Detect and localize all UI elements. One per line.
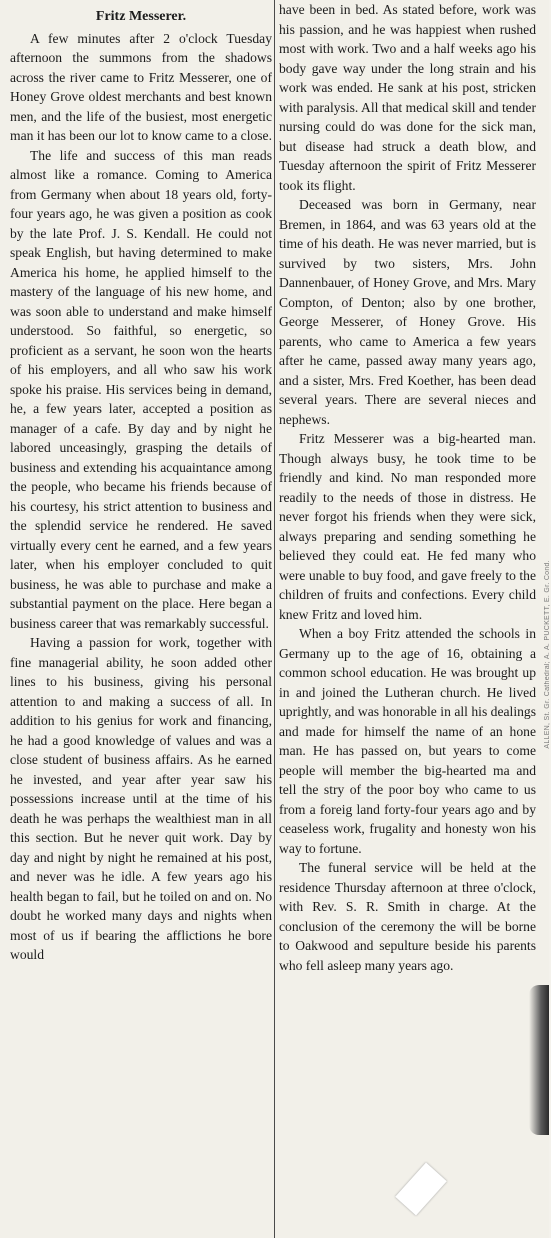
column-divider [274, 0, 275, 1238]
paragraph-continuation: have been in bed. As stated before, work was his passion, and he was happiest when rushed most with work. Two and a half weeks ago his body gave way under the long strain and his work was ended. He sank at his post, stricken with paralysis. All that medical skill and tender nursing could do was done for the sick man, but disease had struck a death blow, and Tuesday afternoon the spirit of Fritz Messerer took its flight. [279, 2, 536, 193]
paper-tear [395, 1163, 447, 1216]
article-title: Fritz Messerer. [95, 9, 187, 24]
right-column [279, 0, 536, 975]
paragraph-funeral: The funeral service will be held at the residence Thursday afternoon at three o'clock, with Rev. S. R. Smith in charge. At the conclusion of the ceremony the will be borne to Oakwood and sepulture beside his parents who fell asleep many years ago. [279, 860, 536, 973]
paragraph-passion-for-work: Having a passion for work, together with fine managerial ability, he soon added other lines to his business, giving his personal attention to and making a success of all. In addition to his genius for work and financing, he had a good knowledge of values and was a close student of business affairs. As he earned he invested, and year after year saw his possessions increase until at the time of his death he was perhaps the wealthiest man in all this section. But he never quit work. Day by day and night by night he remained at his post, and never was he idle. A few years ago his health began to fail, but he toiled on and on. No doubt he worked many days and nights when most of us if bearing the afflictions he bore would [10, 635, 272, 962]
paragraph-boyhood: When a boy Fritz attended the schools in Germany up to the age of 16, obtaining a common school education. He was brought up in and joined the Lutheran church. He lived uprightly, and was honorable in all his dealings and made for himself the name of an hone man. He has passed on, but years to come people will member the big-hearted ma and tell the stry of the poor boy who came to us from a foreig land forty-four years ago and by ceaseless work, frugality and honesty won his way to fortune. [279, 626, 536, 856]
paragraph-big-hearted: Fritz Messerer was a big-hearted man. Though always busy, he took time to be friendly and kind. No man responded more readily to the needs of those in distress. He never forgot his friends when they were sick, always preparing and sending something he believed they could eat. He fed many who were unable to buy food, and gave freely to the children of fruits and confections. Every child knew Fritz and loved him. [279, 431, 536, 622]
paragraph-opening: A few minutes after 2 o'clock Tuesday afternoon the summons from the shadows across the river came to Fritz Messerer, one of Honey Grove oldest merchants and best known men, and the life of the busiest, most energetic man it has been our lot to know came to a close. [10, 30, 272, 143]
edge-note: ALLEN, St. Gr. Cathedral; A. A. PUCKETT, E. Gr. Cond. [544, 560, 551, 749]
paragraph-survivors: Deceased was born in Germany, near Bremen, in 1864, and was 63 years old at the time of his death. He was never married, but is survived by two sisters, Mrs. John Dannenbauer, of Honey Grove, and Mrs. Mary Compton, of Denton; also by one brother, George Messerer, of Honey Grove. His parents, who came to America a few years after he came, passed away many years ago, and a sister, Mrs. Fred Koether, has been dead several years. There are several nieces and nephews. [279, 197, 536, 427]
paper-fold-shadow [529, 985, 549, 1135]
left-column [10, 0, 272, 965]
paragraph-life-and-success: The life and success of this man reads almost like a romance. Coming to America from Germany when about 18 years old, forty-four years ago, he was given a position as cook by the late Prof. J. S. Kendall. He could not speak English, but having determined to make America his home, he applied himself to the mastery of the language of his new home, and was soon able to understand and make himself understood. So faithful, so energetic, so proficient as a servant, he soon won the hearts of his employers, and all who saw his work spoke his praise. His services being in demand, he, a few years later, accepted a position as manager of a cafe. By day and by night he labored unceasingly, grasping the details of business and extending his acquaintance among the people, who became his friends because of his courtesy, his strict attention to business and the splendid service he rendered. He saved virtually every cent he earned, and a few years later, when his employer concluded to quit business, he was able to purchase and make a substantial payment on the place. Here began a business career that was remarkably successful. [10, 147, 272, 631]
